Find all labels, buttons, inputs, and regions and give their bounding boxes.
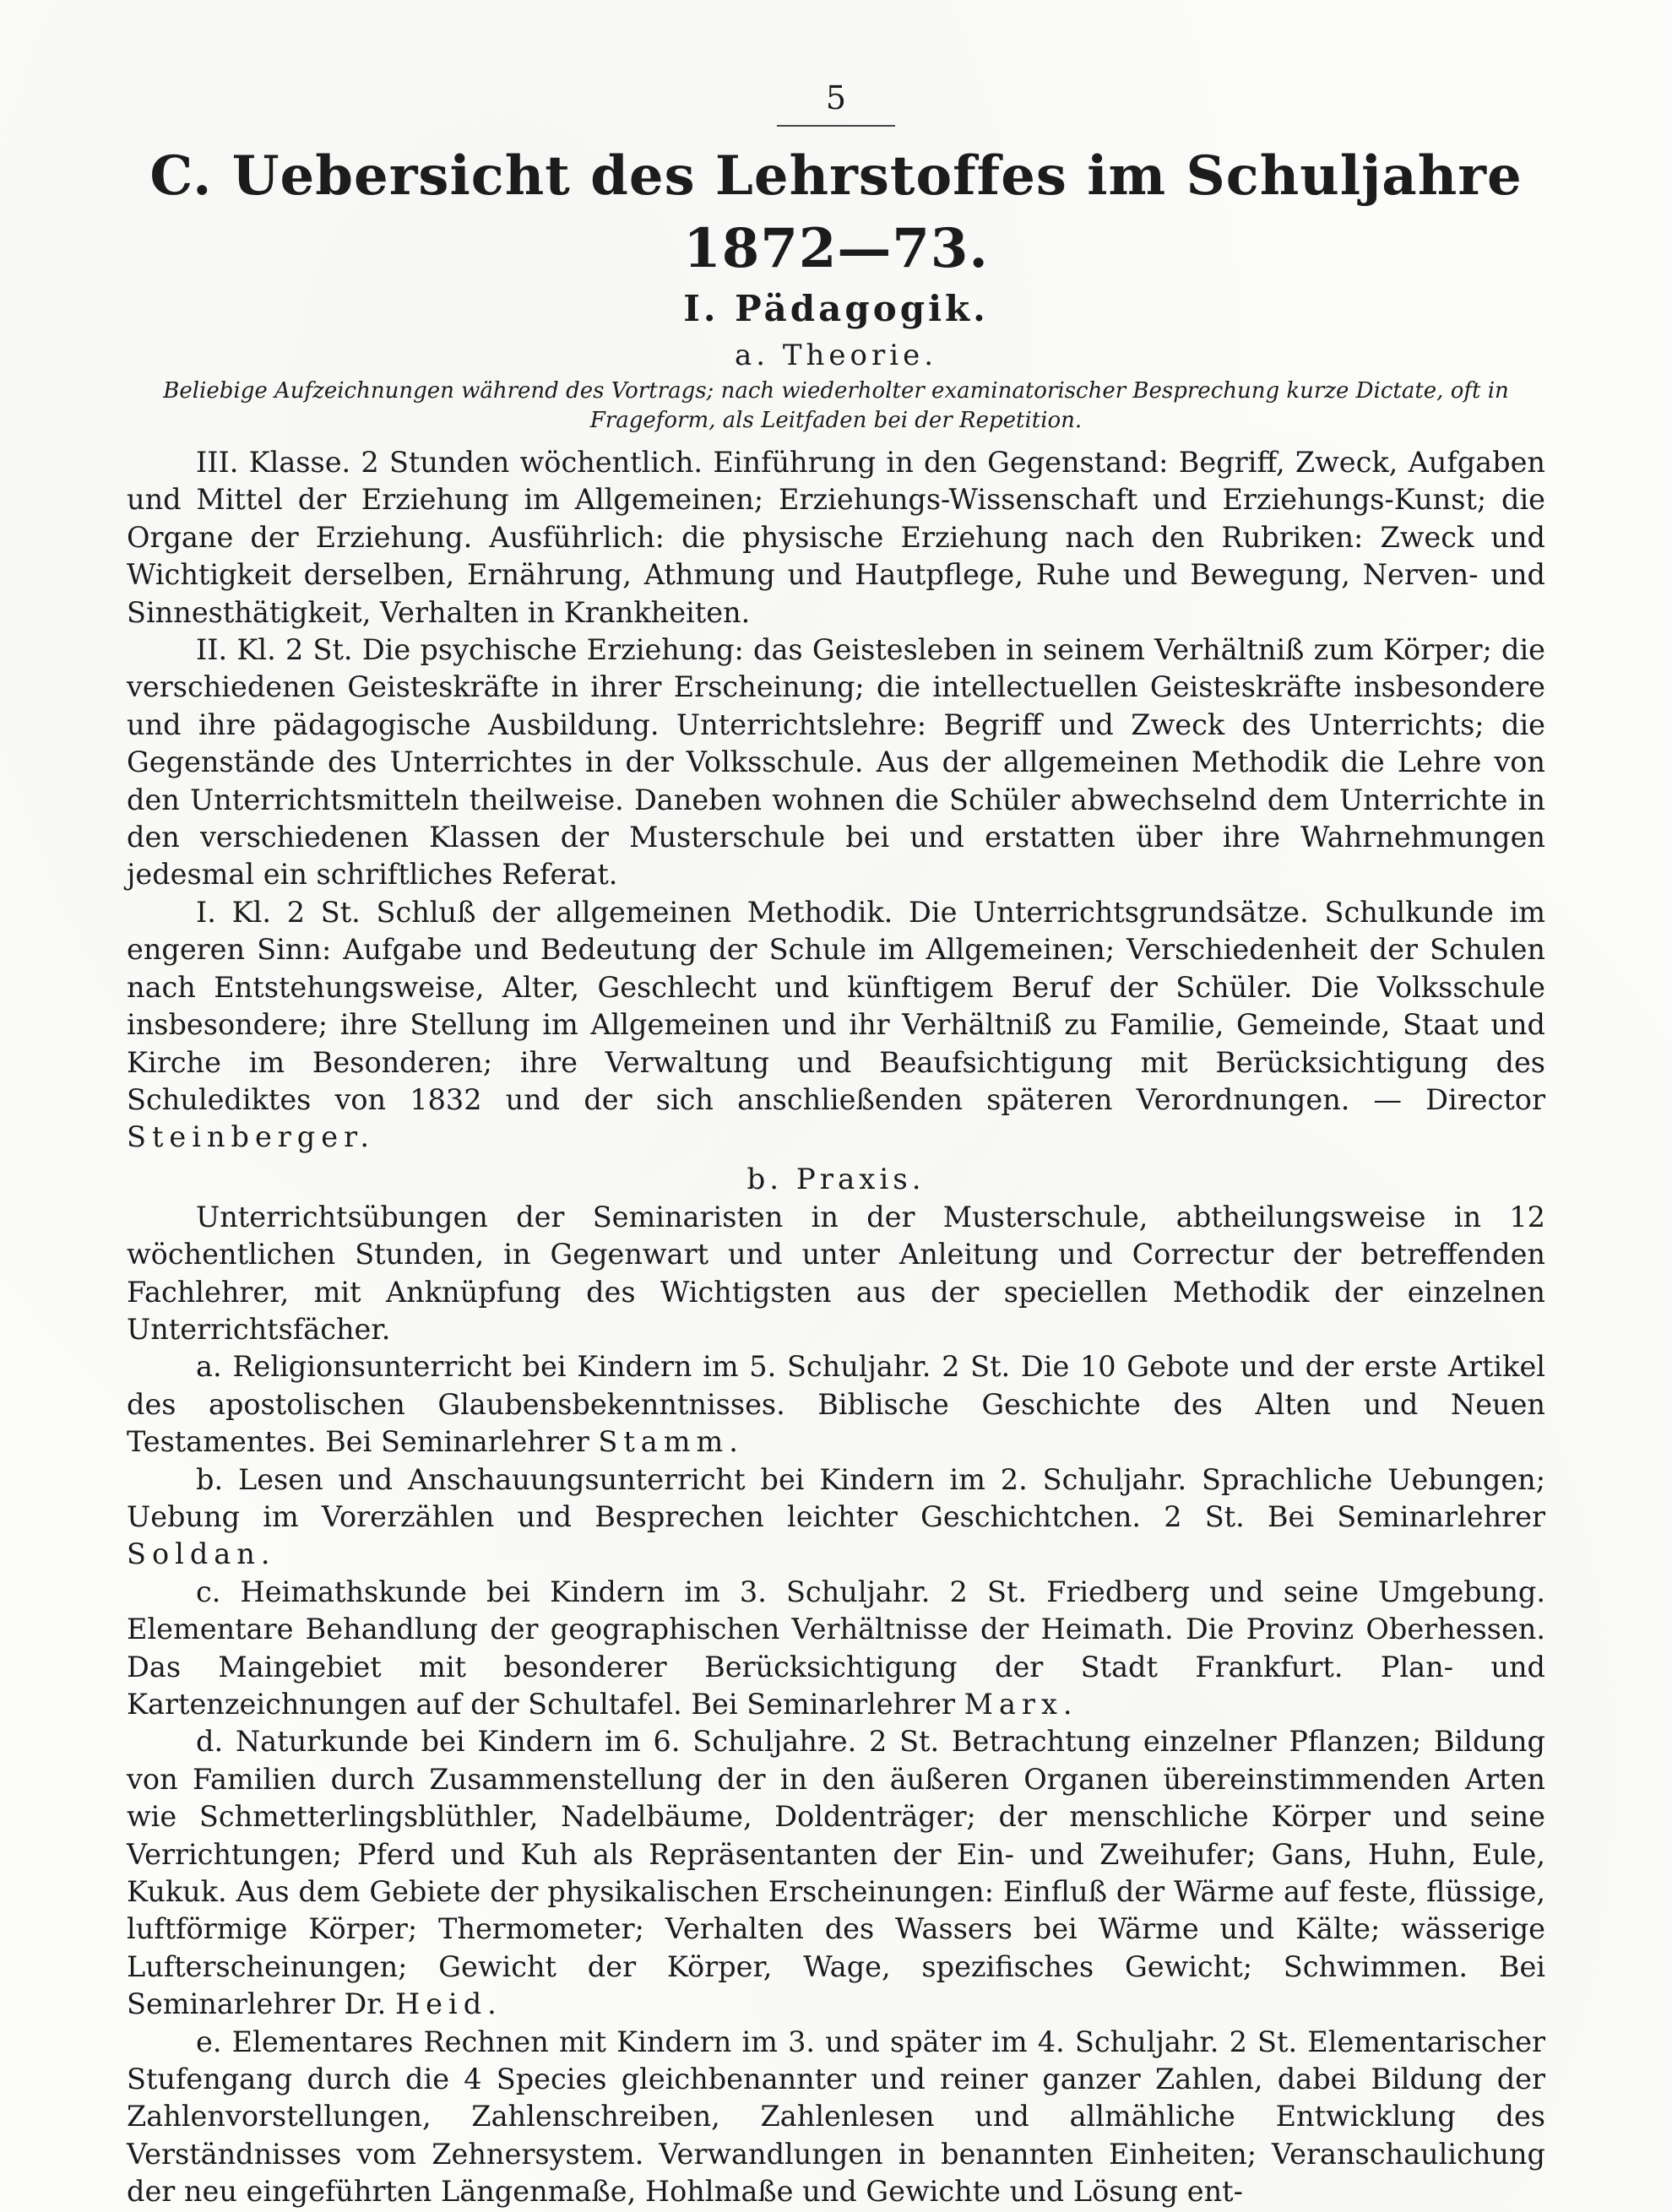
practice-heading: b. Praxis. <box>746 1162 926 1196</box>
section-title: I. Pädagogik. <box>683 288 989 329</box>
item-d-teacher: Heid. <box>394 1987 502 2021</box>
header-rule <box>777 125 895 127</box>
item-d-text: d. Naturkunde bei Kindern im 6. Schuljahre. 2 St. Betrachtung einzelner Pflanzen; Bildung von Familien durch Zusammenstellung der in den äußeren Organen übereinstimmenden Arten wie Schmetterlingsblüthler, Nadelbäume, Doldenträger; der menschliche Körper und seine Verrichtungen; Pferd und Kuh als Repräsentanten der Ein- und Zweihufer; Gans, Huhn, Eule, Kukuk. Aus dem Gebiete der physikalischen Erscheinungen: Einfluß der Wärme auf feste, flüssige, luftförmige Körper; Thermometer; Verhalten des Wassers bei Wärme und Kälte; wässerige Lufterscheinungen; Gewicht der Körper, Wage, spezifisches Gewicht; Schwimmen. Bei Seminarlehrer Dr. <box>127 1725 1545 2021</box>
item-a-text: a. Religionsunterricht bei Kindern im 5. Schuljahr. 2 St. Die 10 Gebote und der erste Artikel des apostolischen Glaubensbekenntnisses. Biblische Geschichte des Alten und Neuen Testamentes. Bei Seminarlehrer <box>127 1350 1545 1459</box>
page-number: 5 <box>825 79 847 117</box>
director-name: Steinberger. <box>127 1120 376 1154</box>
item-c-teacher: Marx. <box>964 1688 1078 1721</box>
practice-intro: Unterrichtsübungen der Seminaristen in der Musterschule, abtheilungsweise in 12 wöchentlichen Stunden, in Gegenwart und unter Anleitung und Correctur der betreffenden Fachlehrer, mit Anknüpfung des Wichtigsten aus der speciellen Methodik der einzelnen Unterrichtsfächer. <box>127 1200 1545 1346</box>
class-2-paragraph: II. Kl. 2 St. Die psychische Erziehung: das Geistesleben in seinem Verhältniß zum Körper; die verschiedenen Geisteskräfte in ihrer Erscheinung; die intellectuellen Geisteskräfte insbesondere und ihre pädagogische Ausbildung. Unterrichtslehre: Begriff und Zweck des Unterrichts; die Gegenstände des Unterrichtes in der Volksschule. Aus der allgemeinen Methodik die Lehre von den Unterrichtsmitteln theilweise. Daneben wohnen die Schüler abwechselnd dem Unterrichte in den verschiedenen Klassen der Musterschule bei und erstatten über ihre Wahrnehmungen jedesmal ein schriftliches Referat. <box>127 633 1545 892</box>
practice-item-b <box>127 1461 1545 1574</box>
item-b-text: b. Lesen und Anschauungsunterricht bei Kindern im 2. Schuljahr. Sprachliche Uebungen; Uebung im Vorerzählen und Besprechen leichter Geschichtchen. 2 St. Bei Seminarlehrer <box>127 1462 1545 1533</box>
practice-item-a <box>127 1348 1545 1461</box>
theory-heading: a. Theorie. <box>734 339 938 372</box>
class-1-paragraph <box>127 894 1545 1157</box>
class-3-paragraph: III. Klasse. 2 Stunden wöchentlich. Einführung in den Gegenstand: Begriff, Zweck, Aufgaben und Mittel der Erziehung im Allgemeinen; Erziehungs-Wissenschaft und Erziehungs-Kunst; die Organe der Erziehung. Ausführlich: die physische Erziehung nach den Rubriken: Zweck und Wichtigkeit derselben, Ernährung, Athmung und Hautpflege, Ruhe und Bewegung, Nerven- und Sinnesthätigkeit, Verhalten in Krankheiten. <box>127 446 1545 629</box>
item-c-text: c. Heimathskunde bei Kindern im 3. Schuljahr. 2 St. Friedberg und seine Umgebung. Elementare Behandlung der geographischen Verhältnisse der Heimath. Die Provinz Oberhessen. Das Maingebiet mit besonderer Berücksichtigung der Stadt Frankfurt. Plan- und Kartenzeichnungen auf der Schultafel. Bei Seminarlehrer <box>127 1575 1545 1721</box>
item-b-teacher: Soldan. <box>127 1537 276 1571</box>
practice-item-d <box>127 1723 1545 2023</box>
item-a-teacher: Stamm. <box>598 1425 744 1459</box>
theory-note: Beliebige Aufzeichnungen während des Vortrags; nach wiederholter examinatorischer Besprechung kurze Dictate, oft in Frageform, als Leitfaden bei der Repetition. <box>163 378 1509 433</box>
class-1-text: I. Kl. 2 St. Schluß der allgemeinen Methodik. Die Unterrichtsgrundsätze. Schulkunde im engeren Sinn: Aufgabe und Bedeutung der Schule im Allgemeinen; Verschiedenheit der Schulen nach Entstehungsweise, Alter, Geschlecht und künftigem Beruf der Schüler. Die Volksschule insbesondere; ihre Stellung im Allgemeinen und ihr Verhältniß zu Familie, Gemeinde, Staat und Kirche im Besonderen; ihre Verwaltung und Beaufsichtigung mit Berücksichtigung des Schulediktes von 1832 und der sich anschließenden späteren Verordnungen. — Director <box>127 895 1545 1116</box>
practice-item-e: e. Elementares Rechnen mit Kindern im 3. und später im 4. Schuljahr. 2 St. Elementarischer Stufengang durch die 4 Species gleichbenannter und reiner ganzer Zahlen, dabei Bildung der Zahlenvorstellungen, Zahlenschreiben, Zahlenlesen und allmähliche Entwicklung des Verständnisses vom Zehnersystem. Verwandlungen in benannten Einheiten; Veranschaulichung der neu eingeführten Längenmaße, Hohlmaße und Gewichte und Lösung ent- <box>127 2025 1545 2209</box>
practice-item-c <box>127 1574 1545 1724</box>
main-title: C. Uebersicht des Lehrstoffes im Schuljahre 1872—73. <box>149 144 1523 280</box>
